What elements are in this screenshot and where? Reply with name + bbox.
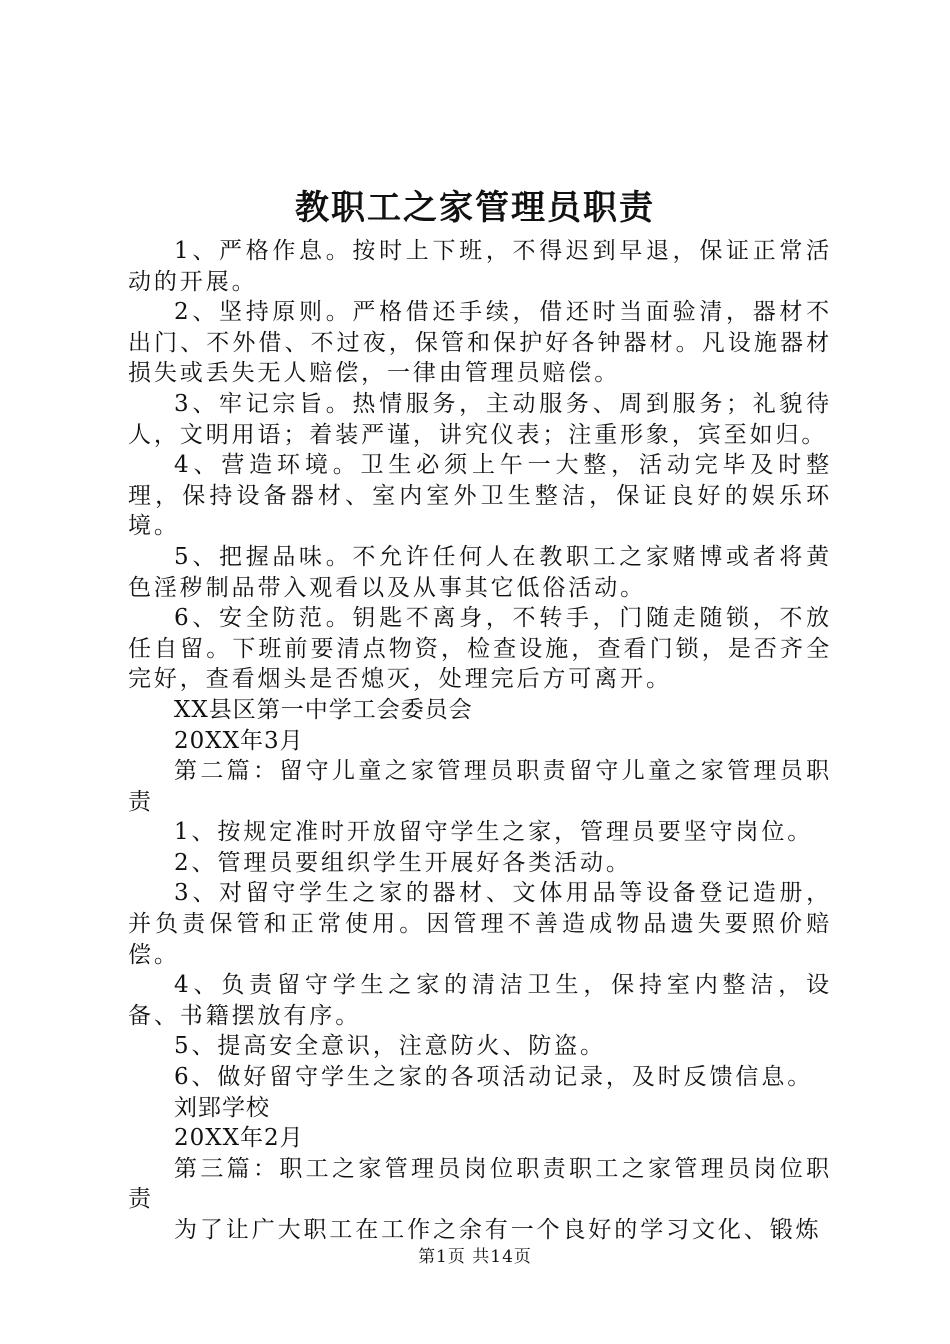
signature-org: XX县区第一中学工会委员会: [174, 696, 473, 723]
paragraph-4: 4、营造环境。卫生必须上午一大整，活动完毕及时整理，保持设备器材、室内室外卫生整洁，保证良好的娱乐环境。: [128, 452, 832, 540]
signature-date-2: 20XX年2月: [174, 1125, 304, 1152]
paragraph-3: 3、牢记宗旨。热情服务，主动服务、周到服务；礼貌待人，文明用语；着装严谨，讲究仪表；注重形象，宾至如归。: [128, 390, 832, 448]
paragraph-12: 6、做好留守学生之家的各项活动记录，及时反馈信息。: [174, 1064, 814, 1091]
paragraph-2: 2、坚持原则。严格借还手续，借还时当面验清，器材不出门、不外借、不过夜，保管和保护好各钟器材。凡设施器材损失或丢失无人赔偿，一律由管理员赔偿。: [128, 299, 832, 387]
document-title: 教职工之家管理员职责: [295, 188, 655, 228]
paragraph-11: 5、提高安全意识，注意防火、防盗。: [174, 1033, 606, 1060]
page-number-footer: 第1页 共14页: [418, 1247, 532, 1267]
paragraph-5: 5、把握品味。不允许任何人在教职工之家赌博或者将黄色淫秽制品带入观看以及从事其它低俗活动。: [128, 543, 832, 601]
paragraph-8: 2、管理员要组织学生开展好各类活动。: [174, 849, 632, 876]
paragraph-7: 1、按规定准时开放留守学生之家，管理员要坚守岗位。: [174, 819, 814, 846]
signature-date: 20XX年3月: [174, 727, 304, 754]
section-heading-3: 第三篇：职工之家管理员岗位职责职工之家管理员岗位职责: [128, 1155, 832, 1213]
section-heading-2: 第二篇：留守儿童之家管理员职责留守儿童之家管理员职责: [128, 758, 832, 815]
document-body: [128, 236, 832, 1246]
signature-school: 刘郢学校: [174, 1094, 270, 1121]
paragraph-6: 6、安全防范。钥匙不离身，不转手，门随走随锁，不放任自留。下班前要清点物资，检查设施，查看门锁，是否齐全完好，查看烟头是否熄灭，处理完后方可离开。: [128, 605, 832, 693]
paragraph-13: 为了让广大职工在工作之余有一个良好的学习文化、锻炼: [174, 1217, 822, 1243]
paragraph-10: 4、负责留守学生之家的清洁卫生，保持室内整洁，设备、书籍摆放有序。: [128, 972, 832, 1029]
paragraph-1: 1、严格作息。按时上下班，不得迟到早退，保证正常活动的开展。: [128, 238, 832, 295]
paragraph-9: 3、对留守学生之家的器材、文体用品等设备登记造册，并负责保管和正常使用。因管理不善造成物品遗失要照价赔偿。: [128, 880, 832, 968]
